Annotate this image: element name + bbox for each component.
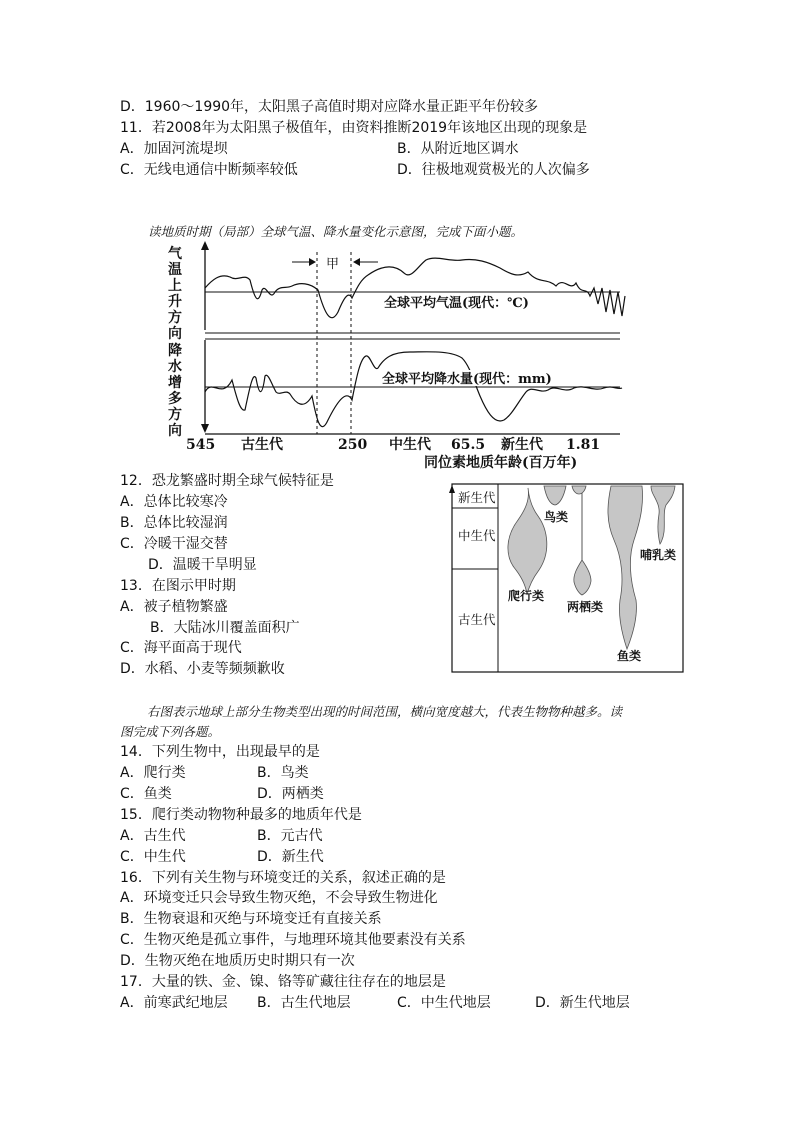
q14-option-d: D．两栖类 (257, 786, 324, 802)
x-tick-label: 新生代 (501, 437, 543, 453)
q17-option-c: C．中生代地层 (397, 995, 491, 1011)
q16-option-c: C．生物灭绝是孤立事件，与地理环境其他要素没有关系 (120, 932, 466, 948)
q12-option-c: C．冷暖干湿交替 (120, 536, 228, 552)
q10-option-d: D．1960～1990年，太阳黑子高值时期对应降水量正距平年份较多 (120, 99, 539, 115)
q12-option-a: A．总体比较寒冷 (120, 494, 228, 510)
x-tick-label: 545 (186, 437, 216, 453)
q15-stem: 15．爬行类动物物种最多的地质年代是 (120, 807, 362, 823)
q17-option-b: B．古生代地层 (257, 995, 351, 1011)
temp-axis-char: 上 (168, 278, 182, 294)
temp-reference-label: 全球平均气温(现代：℃) (384, 296, 529, 311)
q17-option-d: D．新生代地层 (535, 995, 630, 1011)
precip-axis-char: 向 (168, 423, 182, 439)
q11-option-c: C．无线电通信中断频率较低 (120, 162, 298, 178)
x-tick-label: 中生代 (389, 437, 431, 453)
precip-reference-label: 全球平均降水量(现代：mm) (382, 372, 552, 387)
q16-stem: 16．下列有关生物与环境变迁的关系，叙述正确的是 (120, 870, 446, 886)
label-fish: 鱼类 (617, 649, 642, 663)
label-reptiles: 爬行类 (508, 589, 545, 603)
q12-option-d: D．温暖干旱明显 (148, 557, 257, 573)
temp-axis-char: 温 (168, 262, 182, 278)
bio-intro-line-1: 右图表示地球上部分生物类型出现的时间范围，横向宽度越大，代表生物物种越多。读 (147, 704, 623, 719)
q15-option-a: A．古生代 (120, 828, 186, 844)
bio-intro-line-2: 图完成下列各题。 (120, 724, 221, 739)
q14-option-b: B．鸟类 (257, 765, 309, 781)
bio-chart (449, 484, 683, 672)
q13-option-b: B．大陆冰川覆盖面积广 (150, 620, 300, 636)
era-label-cenozoic: 新生代 (458, 490, 496, 505)
q14-option-c: C．鱼类 (120, 786, 172, 802)
precip-axis-char: 增 (168, 375, 182, 391)
q11-option-b: B．从附近地区调水 (397, 141, 519, 157)
q17-option-a: A．前寒武纪地层 (120, 995, 228, 1011)
q13-option-c: C．海平面高于现代 (120, 640, 242, 656)
x-tick-label: 250 (338, 437, 368, 453)
precip-axis-char: 水 (168, 359, 182, 375)
label-birds: 鸟类 (544, 510, 569, 524)
q13-option-a: A．被子植物繁盛 (120, 599, 228, 615)
q11-option-a: A．加固河流堤坝 (120, 141, 228, 157)
q11-stem: 11．若2008年为太阳黑子极值年，由资料推断2019年该地区出现的现象是 (120, 120, 588, 136)
precip-axis-char: 多 (168, 391, 182, 407)
q12-option-b: B．总体比较湿润 (120, 515, 228, 531)
q14-stem: 14．下列生物中，出现最早的是 (120, 744, 320, 760)
q11-option-d: D．往极地观赏极光的人次偏多 (397, 162, 590, 178)
q12-stem: 12．恐龙繁盛时期全球气候特征是 (120, 473, 334, 489)
q15-option-d: D．新生代 (257, 849, 324, 865)
x-tick-label: 古生代 (241, 437, 283, 453)
temp-axis-char: 方 (168, 310, 182, 326)
temp-axis-char: 气 (168, 246, 182, 262)
jia-label: 甲 (326, 257, 340, 272)
temp-axis-char: 升 (168, 294, 182, 310)
x-axis-caption: 同位素地质年龄(百万年) (424, 455, 578, 471)
precip-axis-char: 方 (168, 407, 182, 423)
era-label-mesozoic: 中生代 (458, 528, 496, 543)
q14-option-a: A．爬行类 (120, 765, 186, 781)
era-label-paleozoic: 古生代 (458, 612, 496, 627)
climate-intro: 读地质时期（局部）全球气温、降水量变化示意图，完成下面小题。 (148, 224, 524, 239)
x-tick-label: 65.5 (451, 437, 486, 453)
q15-option-b: B．元古代 (257, 828, 323, 844)
precip-axis-label (168, 342, 182, 439)
q16-option-a: A．环境变迁只会导致生物灭绝，不会导致生物进化 (120, 890, 438, 906)
q16-option-d: D．生物灭绝在地质历史时期只有一次 (120, 953, 355, 969)
label-amphibians: 两栖类 (567, 600, 604, 614)
q13-stem: 13．在图示甲时期 (120, 578, 236, 594)
x-tick-label: 1.81 (566, 437, 601, 453)
q15-option-c: C．中生代 (120, 849, 186, 865)
q16-option-b: B．生物衰退和灭绝与环境变迁有直接关系 (120, 911, 382, 927)
label-mammals: 哺乳类 (640, 548, 677, 562)
precip-axis-char: 降 (168, 343, 182, 359)
temp-axis-label (168, 245, 183, 342)
q17-stem: 17．大量的铁、金、镍、铬等矿藏往往存在的地层是 (120, 974, 446, 990)
q13-option-d: D．水稻、小麦等频频歉收 (120, 661, 285, 677)
precipitation-curve (205, 352, 622, 427)
temp-axis-char: 向 (168, 326, 182, 342)
